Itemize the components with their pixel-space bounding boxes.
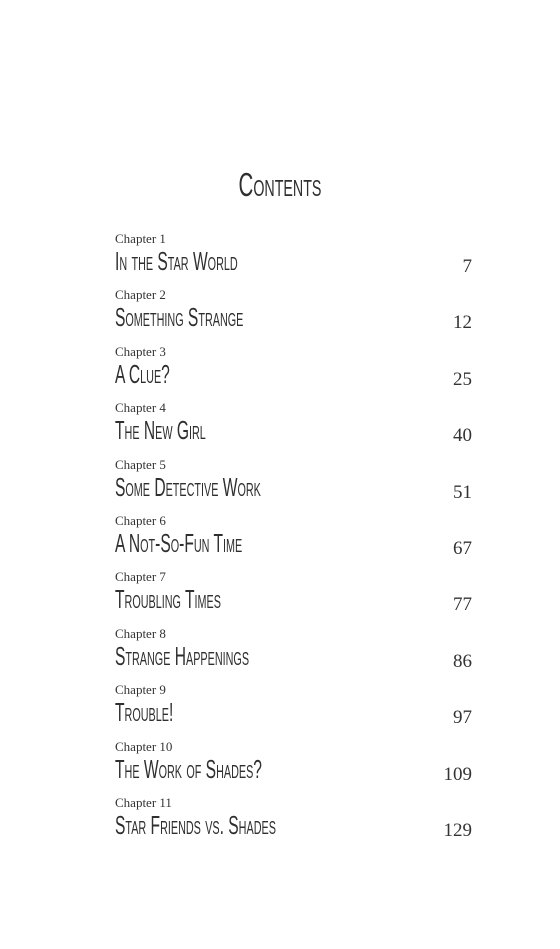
toc-entry — [115, 513, 475, 569]
toc-entry — [115, 682, 475, 738]
chapter-title: Strange Happenings — [115, 640, 250, 671]
chapter-title: In the Star World — [115, 246, 238, 276]
page-number: 7 — [462, 256, 472, 277]
chapter-label: Chapter 7 — [115, 569, 166, 585]
toc-entry — [115, 231, 475, 287]
chapter-label: Chapter 8 — [115, 625, 166, 641]
chapter-label: Chapter 5 — [115, 456, 166, 472]
page-number: 12 — [453, 312, 472, 334]
chapter-title: Something Strange — [115, 302, 244, 333]
chapter-title: The Work of Shades? — [115, 753, 262, 784]
toc-entry — [115, 739, 475, 795]
page-number: 109 — [443, 763, 472, 785]
chapter-title: Trouble! — [115, 697, 174, 728]
page-number: 77 — [453, 594, 472, 616]
toc-entry — [115, 457, 475, 513]
chapter-label: Chapter 11 — [115, 794, 172, 810]
page-number: 129 — [443, 819, 472, 841]
chapter-label: Chapter 6 — [115, 512, 166, 528]
toc-entry — [115, 569, 475, 625]
toc-entry — [115, 287, 475, 343]
page-number: 97 — [453, 707, 472, 729]
chapter-label: Chapter 1 — [115, 231, 166, 246]
page-number: 67 — [453, 537, 472, 559]
chapter-label: Chapter 10 — [115, 738, 173, 754]
page-number: 51 — [453, 481, 472, 503]
chapter-title: The New Girl — [115, 415, 206, 446]
chapter-title: A Not-So-Fun Time — [115, 527, 243, 558]
chapter-title: A Clue? — [115, 358, 170, 389]
chapter-label: Chapter 2 — [115, 287, 166, 303]
table-of-contents — [115, 231, 475, 851]
toc-entry — [115, 626, 475, 682]
toc-entry — [115, 795, 475, 851]
page-number: 40 — [453, 425, 472, 447]
chapter-label: Chapter 9 — [115, 682, 166, 698]
chapter-title: Some Detective Work — [115, 471, 261, 502]
chapter-label: Chapter 4 — [115, 400, 166, 416]
chapter-title: Star Friends vs. Shades — [115, 809, 276, 840]
toc-entry — [115, 344, 475, 400]
toc-entry — [115, 400, 475, 456]
page-number: 86 — [453, 650, 472, 672]
page-title: Contents — [238, 166, 322, 203]
chapter-title: Troubling Times — [115, 584, 221, 615]
page-number: 25 — [453, 368, 472, 390]
chapter-label: Chapter 3 — [115, 343, 166, 359]
